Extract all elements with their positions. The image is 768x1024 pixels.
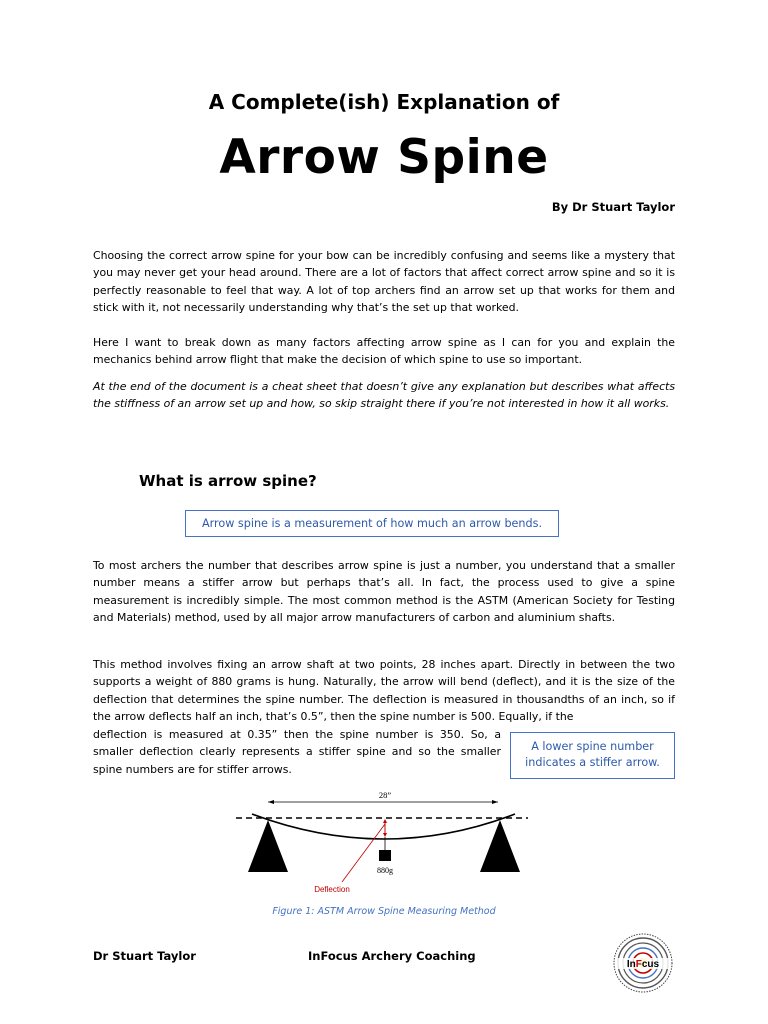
document-subtitle: A Complete(ish) Explanation of — [208, 90, 560, 114]
intro-paragraph-1: Choosing the correct arrow spine for your bow can be incredibly confusing and seems like a mystery that you may never get your head around. There are a lot of factors that affect correct arrow spine and so it is perfectly reasonable to feel that way. A lot of top archers find an arrow set up that works for them and stick with it, not necessarily understanding why that’s the set up that worked. — [93, 249, 675, 315]
logo-wordmark: InFcus — [626, 959, 660, 970]
spine-note-line-2: indicates a stiffer arrow. — [525, 756, 660, 769]
spine-note-callout — [510, 732, 675, 779]
span-arrowhead-left — [268, 800, 274, 804]
astm-spine-diagram — [230, 784, 530, 902]
support-right — [480, 820, 520, 872]
author-byline: By Dr Stuart Taylor — [551, 200, 675, 214]
intro-paragraph-2: Here I want to break down as many factors affecting arrow spine as I can for you and explain the mechanics behind arrow flight that make the decision of which spine to use so important. — [93, 336, 675, 367]
span-label: 28” — [378, 790, 392, 800]
support-left — [248, 820, 288, 872]
body-paragraph-astm: To most archers the number that describes arrow spine is just a number, you understand that a smaller number means a stiffer arrow but perhaps that’s all. In fact, the process used to give a spine measurement is incredibly simple. The most common method is the ASTM (American Society for Testing and Materials) method, used by all major arrow manufacturers of carbon and aluminium shafts. — [93, 559, 675, 625]
section-heading: What is arrow spine? — [139, 472, 317, 490]
body-paragraph-method: This method involves fixing an arrow shaft at two points, 28 inches apart. Directly in between the two supports a weight of 880 grams is hung. Naturally, the arrow will bend (deflect), and it is the size of the deflection that determines the spine number. The deflection is measured in thousandths of an inch, so if the arrow deflects half an inch, that’s 0.5”, then the spine number is 500. Equally, if the — [93, 658, 675, 724]
spine-note-line-1: A lower spine number — [531, 740, 654, 753]
weight-block — [379, 850, 391, 861]
intro-paragraph-3: At the end of the document is a cheat sheet that doesn’t give any explanation but describes what affects the stiffness of an arrow set up and how, so skip straight there if you’re not interested in how it all works. — [93, 380, 675, 411]
definition-callout: Arrow spine is a measurement of how much an arrow bends. — [185, 510, 559, 537]
weight-label: 880g — [377, 866, 393, 875]
infocus-logo — [612, 932, 674, 994]
figure-caption: Figure 1: ASTM Arrow Spine Measuring Method — [272, 906, 496, 917]
span-arrowhead-right — [492, 800, 498, 804]
deflection-arrowhead-top — [383, 819, 387, 823]
deflection-label: Deflection — [314, 885, 350, 894]
body-paragraph-method-wrap: deflection is measured at 0.35” then the spine number is 350. So, a smaller deflection clearly represents a stiffer spine and so the smaller spine numbers are for stiffer arrows. — [93, 728, 501, 776]
footer-author: Dr Stuart Taylor — [93, 949, 196, 963]
deflection-arrowhead-bottom — [383, 833, 387, 837]
document-title: Arrow Spine — [219, 130, 549, 185]
footer-organisation: InFocus Archery Coaching — [308, 949, 476, 963]
